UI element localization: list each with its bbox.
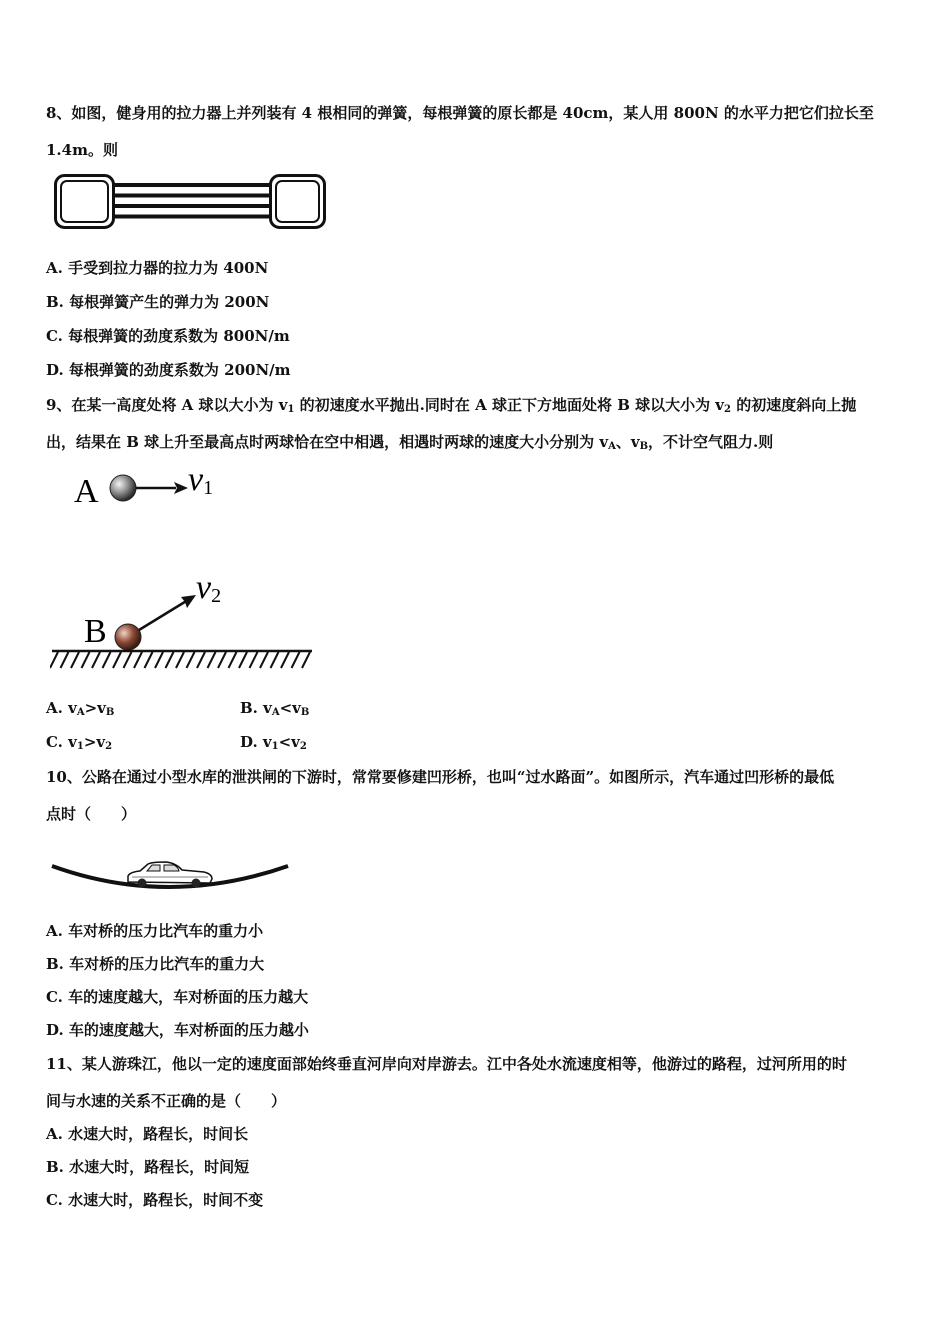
q8-option-b: B. 每根弹簧产生的弹力为 200N [46, 293, 270, 311]
ball-a [110, 475, 136, 501]
q10-option-a: A. 车对桥的压力比汽车的重力小 [46, 922, 264, 940]
q9-option-d: D. $v_1<v_2$ [240, 733, 307, 752]
q11-stem-line1: 11、某人游珠江，他以一定的速度面部始终垂直河岸向对岸游去。江中各处水流速度相等，他游过的路程，过河所用的时 [46, 1055, 847, 1073]
q8-option-a: A. 手受到拉力器的拉力为 400N [46, 259, 269, 277]
q8-stem-line1: 8、如图，健身用的拉力器上并列装有 4 根相同的弹簧，每根弹簧的原长都是 40cm，某人用 800N 的水平力把它们拉长至 [46, 104, 874, 122]
q11-option-b: B. 水速大时，路程长，时间短 [46, 1158, 250, 1176]
q10-option-d: D. 车的速度越大，车对桥面的压力越小 [46, 1021, 309, 1039]
q10-option-c: C. 车的速度越大，车对桥面的压力越大 [46, 988, 309, 1006]
q8-stem-line2: 1.4m。则 [46, 141, 118, 159]
q9-stem-line2: 出，结果在 B 球上升至最高点时两球恰在空中相遇，相遇时两球的速度大小分别为 $v_A$、$v_B$，不计空气阻力.则 [46, 433, 774, 452]
v1-label: v1 [188, 461, 214, 499]
car-icon [128, 862, 212, 888]
q11-option-c: C. 水速大时，路程长，时间不变 [46, 1191, 264, 1209]
q9-stem-line1: 9、在某一高度处将 A 球以大小为 $v_1$ 的初速度水平抛出.同时在 A 球正下方地面处将 B 球以大小为 $v_2$ 的初速度斜向上抛 [46, 396, 857, 415]
ball-b-label: B [84, 613, 107, 650]
ball-a-label: A [74, 473, 99, 510]
q9-option-c: C. $v_1>v_2$ [46, 733, 113, 752]
q11-stem-line2: 间与水速的关系不正确的是（ ） [46, 1092, 287, 1110]
q9-option-a: A. $v_A>v_B$ [46, 699, 115, 718]
v2-label: v2 [196, 569, 222, 607]
ground-hatch [50, 652, 310, 668]
q8-option-c: C. 每根弹簧的劲度系数为 800N/m [46, 327, 290, 345]
concave-bridge-figure [48, 852, 294, 900]
q11-option-a: A. 水速大时，路程长，时间长 [46, 1125, 249, 1143]
projectile-figure [50, 458, 330, 678]
q10-option-b: B. 车对桥的压力比汽车的重力大 [46, 955, 265, 973]
q8-option-d: D. 每根弹簧的劲度系数为 200N/m [46, 361, 291, 379]
spring-expander-figure [54, 172, 330, 232]
q10-stem-line1: 10、公路在通过小型水库的泄洪闸的下游时，常常要修建凹形桥，也叫“过水路面”。如图所示，汽车通过凹形桥的最低 [46, 768, 835, 786]
q9-option-b: B. $v_A<v_B$ [240, 699, 310, 718]
ball-b [115, 624, 141, 650]
q10-stem-line2: 点时（ ） [46, 805, 137, 823]
